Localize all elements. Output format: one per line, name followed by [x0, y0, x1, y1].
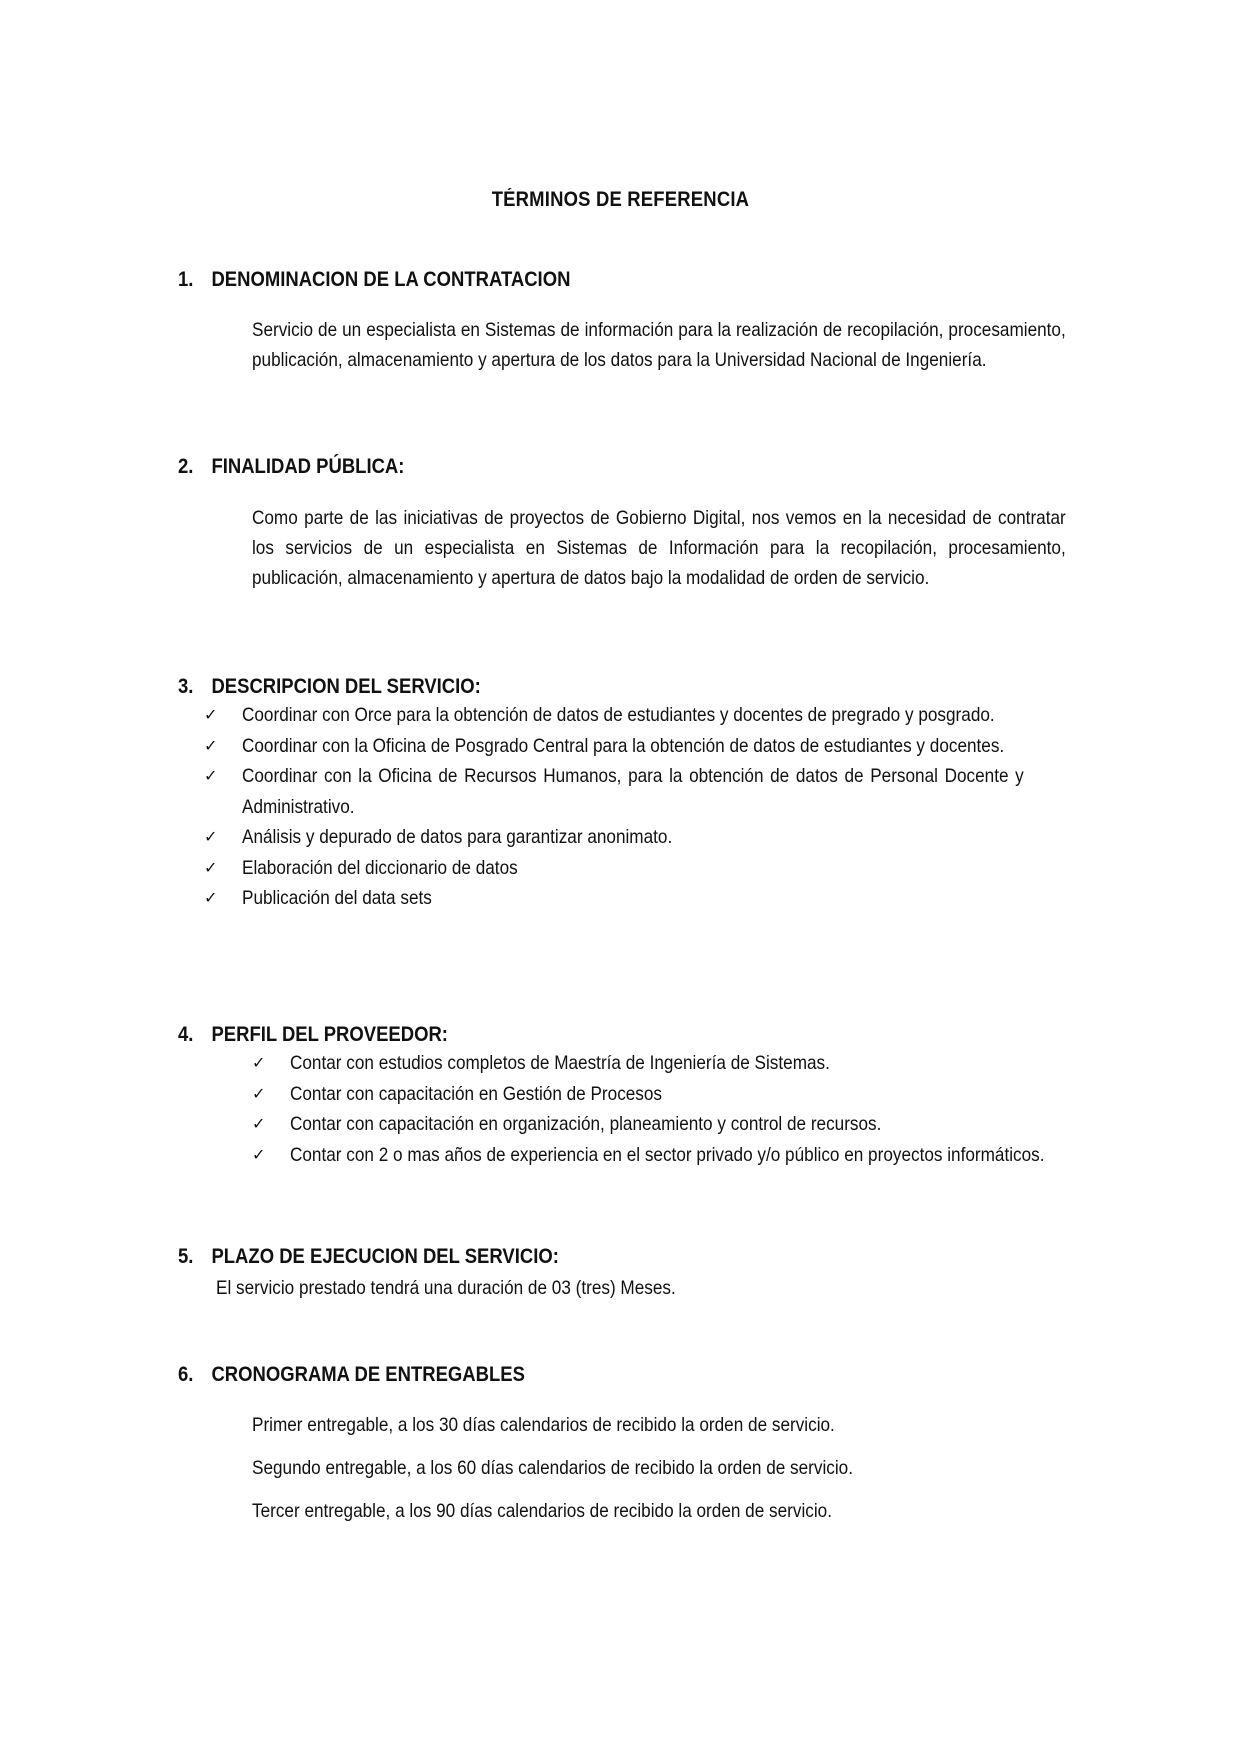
section-title: CRONOGRAMA DE ENTREGABLES [211, 1363, 525, 1386]
checkmark-icon: ✓ [204, 735, 218, 755]
section-1-paragraph: Servicio de un especialista en Sistemas de información para la realización de recopilación, procesamiento, publicación, almacenamiento y apertura de los datos para la Universidad Nacional de Ingeniería. [252, 319, 1066, 371]
list-item: ✓ Contar con 2 o mas años de experiencia en el sector privado y/o público en proyectos informáticos. [252, 1140, 1066, 1171]
deliverable-item: Segundo entregable, a los 60 días calendarios de recibido la orden de servicio. [252, 1457, 853, 1479]
section-2-paragraph: Como parte de las iniciativas de proyectos de Gobierno Digital, nos vemos en la necesidad de contratar los servicios de un especialista en Sistemas de Información para la recopilación, procesamiento, publicación, almacenamiento y apertura de datos bajo la modalidad de orden de servicio. [252, 507, 1066, 589]
list-item: ✓ Análisis y depurado de datos para garantizar anonimato. [204, 822, 1024, 853]
section-5-heading [178, 1245, 1078, 1271]
list-item: ✓ Publicación del data sets [204, 883, 1024, 914]
section-5-paragraph: El servicio prestado tendrá una duración de 03 (tres) Meses. [216, 1277, 676, 1299]
checkmark-icon: ✓ [204, 827, 218, 846]
list-item: ✓ Contar con capacitación en organización, planeamiento y control de recursos. [252, 1109, 1066, 1140]
checkmark-icon: ✓ [252, 1144, 266, 1164]
list-item: ✓ Contar con estudios completos de Maestría de Ingeniería de Sistemas. [252, 1048, 1066, 1079]
list-item: ✓ Contar con capacitación en Gestión de Procesos [252, 1079, 1066, 1110]
checkmark-icon: ✓ [204, 888, 218, 907]
checkmark-icon: ✓ [204, 857, 218, 877]
checkmark-icon: ✓ [252, 1053, 266, 1072]
list-item: ✓ Elaboración del diccionario de datos [204, 853, 1024, 884]
section-4-heading [178, 1023, 1078, 1049]
section-number: 3. [178, 675, 194, 698]
section-number: 5. [178, 1245, 194, 1268]
checkmark-icon: ✓ [204, 705, 218, 724]
list-item: ✓ Coordinar con Orce para la obtención de datos de estudiantes y docentes de pregrado y posgrado. [204, 700, 1024, 731]
section-title: PLAZO DE EJECUCION DEL SERVICIO: [211, 1245, 559, 1268]
section-2-heading [178, 455, 1078, 481]
section-6-heading [178, 1363, 1078, 1389]
section-3-heading [178, 675, 1078, 701]
section-number: 4. [178, 1023, 194, 1046]
section-number: 2. [178, 455, 194, 478]
list-item: ✓ Coordinar con la Oficina de Recursos Humanos, para la obtención de datos de Personal Docente y Administrativo. [204, 761, 1024, 822]
section-title: DENOMINACION DE LA CONTRATACION [211, 268, 571, 291]
section-number: 6. [178, 1363, 194, 1386]
section-number: 1. [178, 268, 194, 291]
section-1-heading [178, 268, 1078, 294]
checkmark-icon: ✓ [252, 1114, 266, 1133]
section-title: DESCRIPCION DEL SERVICIO: [211, 675, 481, 698]
service-description-list [204, 700, 1024, 914]
provider-profile-list [252, 1048, 1066, 1170]
section-title: PERFIL DEL PROVEEDOR: [211, 1023, 448, 1046]
list-item: ✓ Coordinar con la Oficina de Posgrado Central para la obtención de datos de estudiantes y docentes. [204, 731, 1024, 762]
section-title: FINALIDAD PÚBLICA: [211, 455, 405, 478]
checkmark-icon: ✓ [252, 1083, 266, 1103]
deliverable-item: Primer entregable, a los 30 días calendarios de recibido la orden de servicio. [252, 1414, 835, 1436]
deliverable-item: Tercer entregable, a los 90 días calendarios de recibido la orden de servicio. [252, 1500, 832, 1522]
checkmark-icon: ✓ [204, 766, 218, 785]
document-title: TÉRMINOS DE REFERENCIA [491, 188, 750, 211]
